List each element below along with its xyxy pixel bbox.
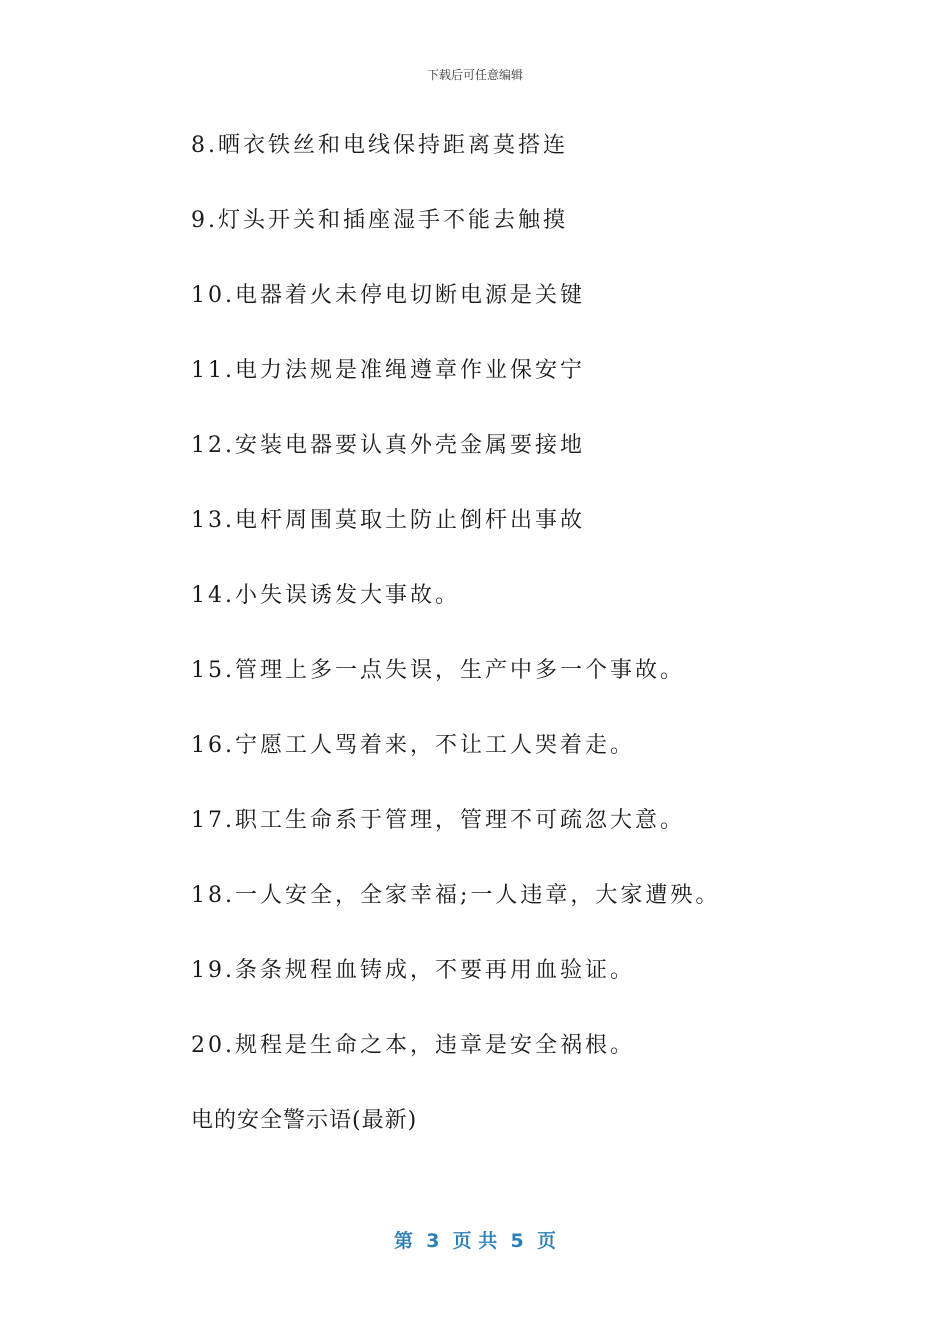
list-item: 8.晒衣铁丝和电线保持距离莫搭连 [191,133,568,158]
document-body [191,127,891,1177]
page-header: 下载后可任意编辑 [426,68,523,82]
list-item: 15.管理上多一点失误，生产中多一个事故。 [191,658,685,683]
list-item: 19.条条规程血铸成，不要再用血验证。 [191,958,635,983]
list-item: 18.一人安全，全家幸福;一人违章，大家遭殃。 [191,883,721,908]
list-item: 11.电力法规是准绳遵章作业保安宁 [191,358,585,383]
page-number: 第 3 页 共 5 页 [394,1230,556,1252]
list-item: 16.宁愿工人骂着来，不让工人哭着走。 [191,733,635,758]
list-item: 17.职工生命系于管理，管理不可疏忽大意。 [191,808,685,833]
list-item: 20.规程是生命之本，违章是安全祸根。 [191,1033,635,1058]
list-item: 10.电器着火未停电切断电源是关键 [191,283,585,308]
section-title: 电的安全警示语(最新) [191,1108,418,1133]
list-item: 12.安装电器要认真外壳金属要接地 [191,433,585,458]
list-item: 14.小失误诱发大事故。 [191,583,460,608]
list-item: 9.灯头开关和插座湿手不能去触摸 [191,208,568,233]
list-item: 13.电杆周围莫取土防止倒杆出事故 [191,508,585,533]
